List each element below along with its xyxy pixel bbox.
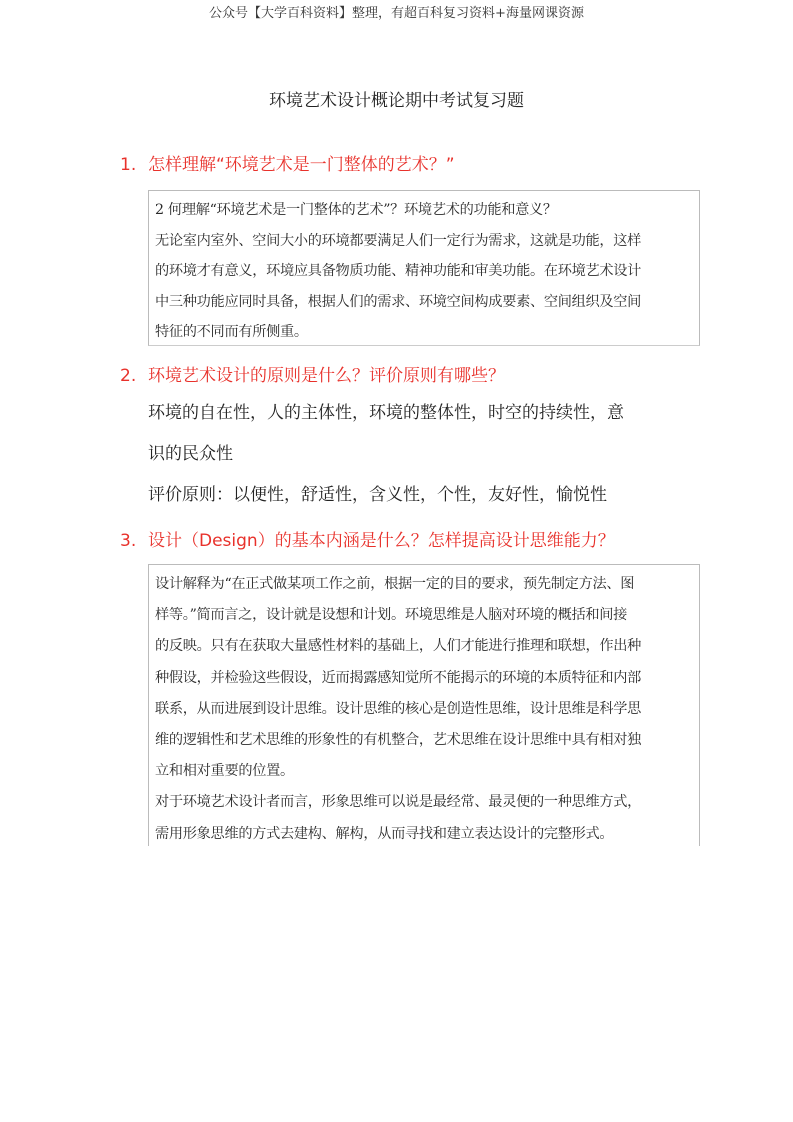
answer-line: 的环境才有意义，环境应具备物质功能、精神功能和审美功能。在环境艺术设计 <box>155 263 642 279</box>
answer-line: 维的逻辑性和艺术思维的形象性的有机整合，艺术思维在设计思维中具有相对独 <box>155 731 642 748</box>
answer-line: 无论室内室外、空间大小的环境都要满足人们一定行为需求，这就是功能，这样 <box>155 232 642 249</box>
question-number: 1. <box>120 155 137 175</box>
answer-line: 2 何理解“环境艺术是一门整体的艺术”？环境艺术的功能和意义？ <box>155 202 557 218</box>
page-header: 公众号【大学百科资料】整理，有超百科复习资料+海量网课资源 <box>209 6 584 21</box>
answer-line: 立和相对重要的位置。 <box>155 763 294 780</box>
document-title: 环境艺术设计概论期中考试复习题 <box>269 91 524 111</box>
answer-1-box <box>148 190 700 346</box>
question-2-heading <box>120 361 505 386</box>
question-text: 怎样理解“环境艺术是一门整体的艺术？” <box>148 155 455 175</box>
answer-2-line: 环境的自在性，人的主体性，环境的整体性，时空的持续性，意 <box>148 403 624 423</box>
question-text: 设计（Design）的基本内涵是什么？怎样提高设计思维能力？ <box>148 531 615 551</box>
answer-line: 联系，从而进展到设计思维。设计思维的核心是创造性思维，设计思维是科学思 <box>155 700 642 717</box>
answer-line: 对于环境艺术设计者而言，形象思维可以说是最经常、最灵便的一种思维方式， <box>155 794 642 811</box>
question-3-heading <box>120 526 615 551</box>
question-number: 3. <box>120 531 137 551</box>
answer-line: 样等。”简而言之，设计就是设想和计划。环境思维是人脑对环境的概括和间接 <box>155 607 628 624</box>
answer-line: 中三种功能应同时具备，根据人们的需求、环境空间构成要素、空间组织及空间 <box>155 293 642 310</box>
question-text: 环境艺术设计的原则是什么？评价原则有哪些？ <box>148 366 505 386</box>
question-1-heading <box>120 150 455 175</box>
answer-line: 的反映。只有在获取大量感性材料的基础上，人们才能进行推理和联想，作出种 <box>155 638 642 655</box>
answer-line: 特征的不同而有所侧重。 <box>155 324 308 340</box>
question-number: 2. <box>120 366 137 386</box>
answer-line: 需用形象思维的方式去建构、解构，从而寻找和建立表达设计的完整形式。 <box>155 825 614 842</box>
answer-line: 种假设，并检验这些假设，近而揭露感知觉所不能揭示的环境的本质特征和内部 <box>155 669 642 686</box>
answer-line: 设计解释为“在正式做某项工作之前，根据一定的目的要求，预先制定方法、图 <box>155 576 635 592</box>
answer-2-line: 识的民众性 <box>148 444 233 464</box>
evaluation-principles: 评价原则：以便性，舒适性，含义性，个性，友好性，愉悦性 <box>148 485 607 505</box>
answer-3-box <box>148 564 700 846</box>
